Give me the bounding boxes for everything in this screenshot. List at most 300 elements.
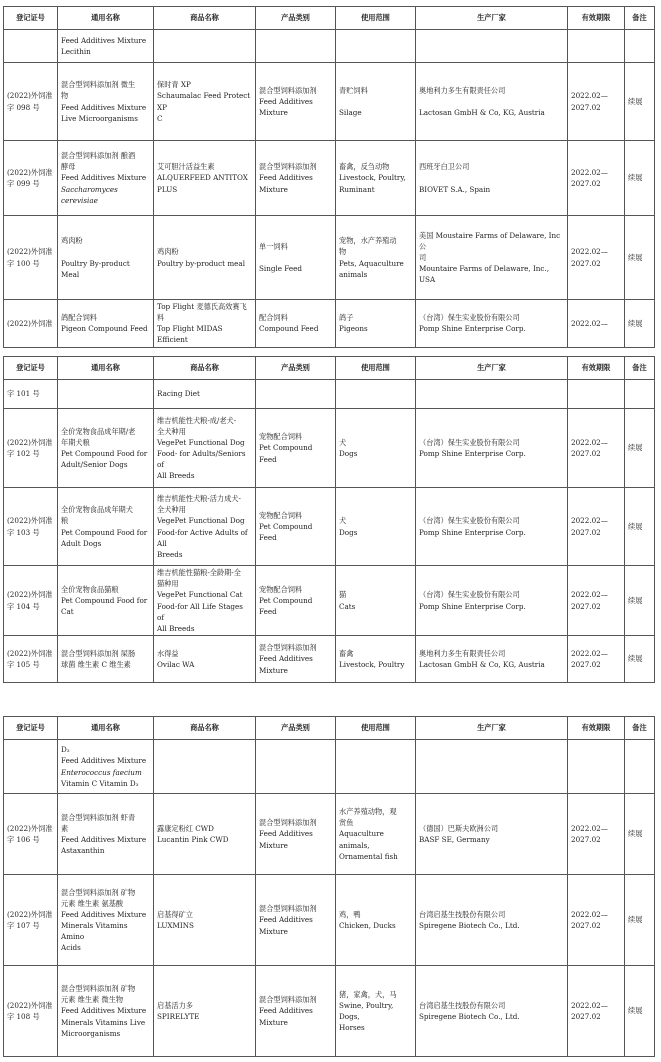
cell-line: 配合饲料 xyxy=(259,313,288,323)
cell-manufacturer xyxy=(416,380,568,409)
cell-line: BASF SE, Germany xyxy=(419,835,490,844)
cell-line: Swine, Poultry, Dogs, xyxy=(339,1000,394,1021)
cell-line: Silage xyxy=(339,108,362,118)
cell-line: 鸡肉粉 xyxy=(157,247,179,257)
cell-line: 元素 维生素 微生物 xyxy=(61,995,124,1005)
cell-line: （台湾）保生实业股份有限公司 xyxy=(419,516,520,526)
cell-line: Mountaire Farms of Delaware, Inc., USA xyxy=(419,264,550,285)
table-row xyxy=(4,875,655,966)
cell-line: Astaxanthin xyxy=(61,846,105,856)
cell-line: 续展 xyxy=(628,318,643,328)
header-row xyxy=(4,357,655,380)
cell-line: (2022)外饲准 xyxy=(7,823,53,833)
cell-line: Pomp Shine Enterprise Corp. xyxy=(419,527,526,537)
cell-line: (2022)外饲准 xyxy=(7,247,53,257)
cell-remarks xyxy=(625,141,655,216)
cell-reg-no xyxy=(4,409,58,488)
header-row xyxy=(4,717,655,740)
cell-line: ALQUERFEED ANTITOX xyxy=(157,173,248,183)
cell-line: Mixture xyxy=(259,1017,288,1027)
cell-line: 宠物配合饲料 xyxy=(259,584,303,594)
table-row xyxy=(4,636,655,683)
cell-line: Mixture xyxy=(259,926,288,936)
cell-category xyxy=(256,636,336,683)
cell-line: 字 103 号 xyxy=(7,527,40,537)
cell-remarks xyxy=(625,488,655,566)
cell-line: Feed Additives Mixture xyxy=(61,173,147,183)
cell-line: Livestock, Poultry xyxy=(339,660,405,669)
cell-trade-name xyxy=(154,488,256,566)
cell-line: Minerals Vitamins Amino xyxy=(61,921,128,942)
cell-manufacturer xyxy=(416,488,568,566)
cell-line: Acids xyxy=(61,943,81,953)
cell-line: 司 xyxy=(419,252,427,262)
header-usage-scope: 使用范围 xyxy=(336,357,416,380)
cell-line: 宠物配合饲料 xyxy=(259,510,303,520)
cell-line: 维吉机能性猫粮-全龄期-全 xyxy=(157,568,241,578)
cell-validity xyxy=(568,966,625,1057)
cell-line: PLUS xyxy=(157,184,178,194)
table-row xyxy=(4,488,655,566)
cell-line: 字 105 号 xyxy=(7,660,40,669)
cell-line: Lucantin Pink CWD xyxy=(157,835,229,844)
cell-usage-scope xyxy=(336,216,416,300)
cell-line: 启基得矿立 xyxy=(157,909,193,919)
cell-category xyxy=(256,966,336,1057)
cell-trade-name xyxy=(154,380,256,409)
cell-line: Dogs xyxy=(339,527,358,537)
cell-line: 奥地利力多生有限责任公司 xyxy=(419,85,506,95)
table-row xyxy=(4,409,655,488)
header-manufacturer: 生产厂家 xyxy=(416,7,568,30)
cell-line: 2027.02 xyxy=(571,179,601,188)
cell-line: (2022)外饲准 xyxy=(7,909,53,919)
cell-line: (2022)外饲准 xyxy=(7,1000,53,1010)
cell-line: 犬 xyxy=(339,437,347,447)
cell-trade-name xyxy=(154,216,256,300)
cell-line: Enterococcus faecium xyxy=(61,767,142,777)
cell-remarks xyxy=(625,380,655,409)
cell-category xyxy=(256,300,336,348)
cell-generic-name xyxy=(58,636,154,683)
cell-line: 2027.02 xyxy=(571,835,601,844)
cell-line: Feed Additives xyxy=(259,1006,313,1016)
cell-validity xyxy=(568,216,625,300)
cell-generic-name xyxy=(58,63,154,141)
header-usage-scope: 使用范围 xyxy=(336,717,416,740)
cell-line: Pomp Shine Enterprise Corp. xyxy=(419,324,526,334)
cell-line: Feed Additives Mixture xyxy=(61,756,147,766)
cell-line: Feed Additives xyxy=(259,96,313,106)
cell-line: Lactosan GmbH & Co, KG, Austria xyxy=(419,108,545,118)
cell-trade-name xyxy=(154,875,256,966)
cell-line: 素 xyxy=(61,823,69,833)
cell-usage-scope xyxy=(336,380,416,409)
cell-line: 露康定粉红 CWD xyxy=(157,823,214,833)
cell-line: Schaumalac Feed Protect XP xyxy=(157,91,251,112)
cell-line: 全犬种用 xyxy=(157,426,186,436)
cell-reg-no xyxy=(4,636,58,683)
cell-line: Mixture xyxy=(259,840,288,850)
cell-line: 字 104 号 xyxy=(7,601,40,611)
header-manufacturer: 生产厂家 xyxy=(416,717,568,740)
cell-reg-no xyxy=(4,380,58,409)
cell-line: 字 106 号 xyxy=(7,835,40,844)
cell-usage-scope xyxy=(336,30,416,63)
cell-line: VegePet Functional Cat xyxy=(157,590,243,600)
cell-line: 字 098 号 xyxy=(7,102,40,112)
cell-trade-name xyxy=(154,566,256,636)
cell-generic-name xyxy=(58,740,154,794)
cell-manufacturer xyxy=(416,216,568,300)
cell-line xyxy=(61,246,150,257)
cell-line: 2022.02— xyxy=(571,167,608,177)
cell-trade-name xyxy=(154,300,256,348)
cell-usage-scope xyxy=(336,794,416,875)
cell-trade-name xyxy=(154,966,256,1057)
cell-line: Ovilac WA xyxy=(157,660,195,669)
cell-line: 2027.02 xyxy=(571,449,601,458)
cell-line: 全价宠物食品猫粮 xyxy=(61,584,119,594)
cell-line: Saccharomyces cerevisiae xyxy=(61,184,118,205)
cell-line: 赏鱼 xyxy=(339,818,354,828)
cell-reg-no xyxy=(4,794,58,875)
cell-line: 鸡肉粉 xyxy=(61,236,83,246)
cell-line: Spiregene Biotech Co., Ltd. xyxy=(419,1012,520,1021)
cell-line: Pigeon Compound Feed xyxy=(61,324,148,334)
cell-line: (2022)外饲准 xyxy=(7,590,53,600)
header-remarks: 备注 xyxy=(625,357,655,380)
cell-line: 台湾启基生技股份有限公司 xyxy=(419,909,506,919)
header-validity: 有效期限 xyxy=(568,357,625,380)
cell-line: Food- for Adults/Seniors of xyxy=(157,449,246,470)
header-trade-name: 商品名称 xyxy=(154,7,256,30)
cell-validity xyxy=(568,794,625,875)
cell-reg-no xyxy=(4,216,58,300)
cell-line: VegePet Functional Dog xyxy=(157,516,245,526)
cell-line: 球菌 维生素 C 维生素 xyxy=(61,660,131,669)
cell-category xyxy=(256,141,336,216)
cell-remarks xyxy=(625,794,655,875)
cell-line: 字 102 号 xyxy=(7,449,40,458)
cell-line: 启基活力多 xyxy=(157,1000,193,1010)
cell-line: （台湾）保生实业股份有限公司 xyxy=(419,590,520,600)
cell-category xyxy=(256,380,336,409)
cell-line: Pet Compound Feed xyxy=(259,521,313,543)
cell-line: Adult Dogs xyxy=(61,538,102,548)
cell-usage-scope xyxy=(336,63,416,141)
cell-generic-name xyxy=(58,300,154,348)
cell-line: 2022.02— xyxy=(571,590,608,600)
cell-validity xyxy=(568,300,625,348)
table-row xyxy=(4,30,655,63)
cell-line: Chicken, Ducks xyxy=(339,921,396,930)
cell-line: 艾可胆汁活益生素 xyxy=(157,162,215,172)
cell-line: Pomp Shine Enterprise Corp. xyxy=(419,449,526,458)
cell-line: Pets, Aquaculture xyxy=(339,258,404,268)
registration-table-1 xyxy=(3,6,655,348)
cell-line: 青贮饲料 xyxy=(339,85,368,95)
header-remarks: 备注 xyxy=(625,717,655,740)
cell-line: 续展 xyxy=(628,1006,643,1016)
header-manufacturer: 生产厂家 xyxy=(416,357,568,380)
cell-line: animals xyxy=(339,269,368,279)
cell-line: 鸽配合饲料 xyxy=(61,313,97,323)
cell-line: All Breeds xyxy=(157,623,195,633)
cell-line: Pet Compound Feed xyxy=(259,595,313,617)
cell-line: 鸽子 xyxy=(339,313,354,323)
cell-trade-name xyxy=(154,794,256,875)
cell-remarks xyxy=(625,216,655,300)
cell-line: 混合型饲料添加剂 矿物 xyxy=(61,984,136,994)
cell-line: 水产养殖动物，观 xyxy=(339,807,397,817)
cell-line: 美国 Moustaire Farms of Delaware, Inc 公 xyxy=(419,230,561,251)
cell-line: C xyxy=(157,113,163,123)
cell-line: Vitamin C Vitamin D₃ xyxy=(61,778,139,788)
cell-category xyxy=(256,794,336,875)
cell-line: 台湾启基生技股份有限公司 xyxy=(419,1000,506,1010)
cell-line: 续展 xyxy=(628,915,643,925)
cell-line: 物 xyxy=(339,247,347,257)
cell-line: 奥地利力多生有限责任公司 xyxy=(419,648,506,658)
cell-line: 混合型饲料添加剂 xyxy=(259,995,317,1005)
cell-line: 2027.02 xyxy=(571,527,601,537)
cell-line: 混合型饲料添加剂 虾青 xyxy=(61,812,136,822)
cell-line: Feed Additives Mixture xyxy=(61,1006,147,1016)
cell-line: Dogs xyxy=(339,449,358,458)
cell-line: 续展 xyxy=(628,252,643,262)
cell-line: (2022)外饲准 xyxy=(7,648,53,658)
cell-trade-name xyxy=(154,636,256,683)
cell-line: 元素 维生素 氨基酸 xyxy=(61,898,124,908)
header-generic-name: 通用名称 xyxy=(58,717,154,740)
cell-reg-no xyxy=(4,566,58,636)
cell-line: 水得益 xyxy=(157,648,179,658)
cell-line: Top Flight 麦德氏高效赛飞 xyxy=(157,302,247,311)
cell-line: Feed Additives xyxy=(259,173,313,183)
cell-line: Spiregene Biotech Co., Ltd. xyxy=(419,921,520,930)
cell-line: LUXMINS xyxy=(157,921,194,930)
cell-line: Aquaculture animals, xyxy=(339,829,384,850)
cell-line: Ornamental fish xyxy=(339,851,398,861)
cell-line xyxy=(419,172,564,183)
cell-line: Cats xyxy=(339,601,356,611)
cell-line: (2022)外饲准 xyxy=(7,91,53,101)
cell-usage-scope xyxy=(336,409,416,488)
cell-manufacturer xyxy=(416,566,568,636)
cell-line: Mixture xyxy=(259,184,288,194)
cell-line: 维吉机能性犬粮-成/老犬- xyxy=(157,415,237,425)
cell-reg-no xyxy=(4,141,58,216)
header-category: 产品类别 xyxy=(256,357,336,380)
table-row xyxy=(4,300,655,348)
cell-manufacturer xyxy=(416,740,568,794)
header-generic-name: 通用名称 xyxy=(58,357,154,380)
cell-line: (2022)外饲准 xyxy=(7,167,53,177)
cell-line: 混合型饲料添加剂 xyxy=(259,904,317,914)
cell-line: Pigeons xyxy=(339,324,368,334)
cell-line: 2027.02 xyxy=(571,921,601,930)
cell-line: 猫种用 xyxy=(157,579,179,589)
cell-line: Feed Additives xyxy=(259,654,313,664)
cell-line: 字 101 号 xyxy=(7,389,40,399)
cell-reg-no xyxy=(4,966,58,1057)
cell-line: 猫 xyxy=(339,590,347,600)
cell-usage-scope xyxy=(336,488,416,566)
cell-line: 2022.02— xyxy=(571,1000,608,1010)
cell-line: Poultry By-product Meal xyxy=(61,258,130,279)
cell-line: 混合型饲料添加剂 矿物 xyxy=(61,887,136,897)
cell-usage-scope xyxy=(336,300,416,348)
cell-category xyxy=(256,875,336,966)
cell-validity xyxy=(568,636,625,683)
cell-validity xyxy=(568,30,625,63)
cell-line: Lactosan GmbH & Co, KG, Austria xyxy=(419,660,545,669)
cell-line: 2027.02 xyxy=(571,258,601,268)
cell-line: 混合型饲料添加剂 xyxy=(259,85,317,95)
cell-line: Breeds xyxy=(157,549,183,559)
cell-line: 字 099 号 xyxy=(7,179,40,188)
table-row xyxy=(4,566,655,636)
cell-validity xyxy=(568,875,625,966)
header-reg-no: 登记证号 xyxy=(4,357,58,380)
cell-line: Livestock, Poultry, xyxy=(339,173,406,183)
cell-line: 续展 xyxy=(628,595,643,605)
cell-line: (2022)外饲准 xyxy=(7,437,53,447)
cell-line: 字 108 号 xyxy=(7,1012,40,1021)
cell-line: 混合型饲料添加剂 xyxy=(259,818,317,828)
registration-table-3 xyxy=(3,716,655,1057)
cell-line: Mixture xyxy=(259,665,288,675)
cell-line: Horses xyxy=(339,1023,365,1033)
cell-category xyxy=(256,63,336,141)
cell-line: Pet Compound Feed xyxy=(259,443,313,464)
cell-line: 全犬种用 xyxy=(157,505,186,515)
cell-manufacturer xyxy=(416,63,568,141)
cell-line: Feed Additives Mixture xyxy=(61,835,147,844)
cell-trade-name xyxy=(154,63,256,141)
header-validity: 有效期限 xyxy=(568,7,625,30)
cell-generic-name xyxy=(58,141,154,216)
cell-line: Feed Additives Mixture xyxy=(61,35,147,45)
header-trade-name: 商品名称 xyxy=(154,357,256,380)
cell-line: 单一饲料 xyxy=(259,241,288,251)
cell-line: 续展 xyxy=(628,96,643,106)
cell-line: Food-for Active Adults of All xyxy=(157,527,248,548)
cell-usage-scope xyxy=(336,875,416,966)
cell-line: 续展 xyxy=(628,521,643,531)
cell-line: 2022.02— xyxy=(571,437,608,447)
table-row xyxy=(4,380,655,409)
cell-line: All Breeds xyxy=(157,471,195,481)
header-category: 产品类别 xyxy=(256,717,336,740)
cell-line: 料 xyxy=(157,313,165,323)
cell-line: 混合型饲料添加剂 xyxy=(259,162,317,172)
table-row xyxy=(4,740,655,794)
header-reg-no: 登记证号 xyxy=(4,717,58,740)
header-reg-no: 登记证号 xyxy=(4,7,58,30)
cell-usage-scope xyxy=(336,141,416,216)
cell-line: 全价宠物食品成年期/老 xyxy=(61,426,136,436)
cell-line: 字 107 号 xyxy=(7,921,40,930)
cell-manufacturer xyxy=(416,966,568,1057)
cell-manufacturer xyxy=(416,30,568,63)
header-validity: 有效期限 xyxy=(568,717,625,740)
cell-validity xyxy=(568,488,625,566)
cell-reg-no xyxy=(4,30,58,63)
header-remarks: 备注 xyxy=(625,7,655,30)
cell-validity xyxy=(568,380,625,409)
cell-line: Live Microorganisms xyxy=(61,113,138,123)
cell-reg-no xyxy=(4,740,58,794)
cell-line: Minerals Vitamins Live xyxy=(61,1017,146,1027)
cell-generic-name xyxy=(58,566,154,636)
cell-remarks xyxy=(625,300,655,348)
cell-line: 鸡，鸭 xyxy=(339,909,361,919)
cell-manufacturer xyxy=(416,141,568,216)
header-generic-name: 通用名称 xyxy=(58,7,154,30)
cell-usage-scope xyxy=(336,566,416,636)
cell-line: 2022.02— xyxy=(571,648,608,658)
cell-line: 2022.02— xyxy=(571,909,608,919)
cell-validity xyxy=(568,63,625,141)
table-row xyxy=(4,141,655,216)
cell-line: SPIRELYTE xyxy=(157,1012,200,1021)
cell-remarks xyxy=(625,636,655,683)
cell-manufacturer xyxy=(416,875,568,966)
cell-trade-name xyxy=(154,30,256,63)
cell-line: 2022.02— xyxy=(571,318,608,328)
cell-line: Poultry by-product meal xyxy=(157,258,246,268)
cell-line: 2022.02— xyxy=(571,91,608,101)
cell-manufacturer xyxy=(416,794,568,875)
cell-line: Cat xyxy=(61,607,74,617)
cell-line: 畜禽，反刍动物 xyxy=(339,162,390,172)
cell-line: 2022.02— xyxy=(571,247,608,257)
cell-generic-name xyxy=(58,30,154,63)
cell-line: 2022.02— xyxy=(571,516,608,526)
cell-line: Lecithin xyxy=(61,47,91,56)
table-row xyxy=(4,794,655,875)
table-row xyxy=(4,216,655,300)
cell-line: 宠物，水产养殖动 xyxy=(339,236,397,246)
cell-line: Pomp Shine Enterprise Corp. xyxy=(419,601,526,611)
cell-remarks xyxy=(625,30,655,63)
cell-line: 2027.02 xyxy=(571,102,601,112)
cell-line: Top Flight MIDAS Efficient xyxy=(157,324,223,345)
cell-line: 续展 xyxy=(628,654,643,664)
cell-trade-name xyxy=(154,409,256,488)
cell-line xyxy=(339,96,412,107)
cell-line: Compound Feed xyxy=(259,324,319,334)
cell-validity xyxy=(568,141,625,216)
cell-category xyxy=(256,216,336,300)
cell-line: 混合型饲料添加剂 微生 xyxy=(61,80,136,90)
cell-line: 西班牙白卫公司 xyxy=(419,162,470,172)
cell-line xyxy=(419,96,564,107)
cell-remarks xyxy=(625,966,655,1057)
header-category: 产品类别 xyxy=(256,7,336,30)
cell-line: 犬 xyxy=(339,516,347,526)
cell-line: Feed Additives xyxy=(259,829,313,839)
cell-manufacturer xyxy=(416,636,568,683)
cell-line: VegePet Functional Dog xyxy=(157,437,245,447)
cell-validity xyxy=(568,740,625,794)
cell-generic-name xyxy=(58,409,154,488)
cell-line: Racing Diet xyxy=(157,389,200,399)
header-usage-scope: 使用范围 xyxy=(336,7,416,30)
cell-line: Feed Additives Mixture xyxy=(61,102,147,112)
